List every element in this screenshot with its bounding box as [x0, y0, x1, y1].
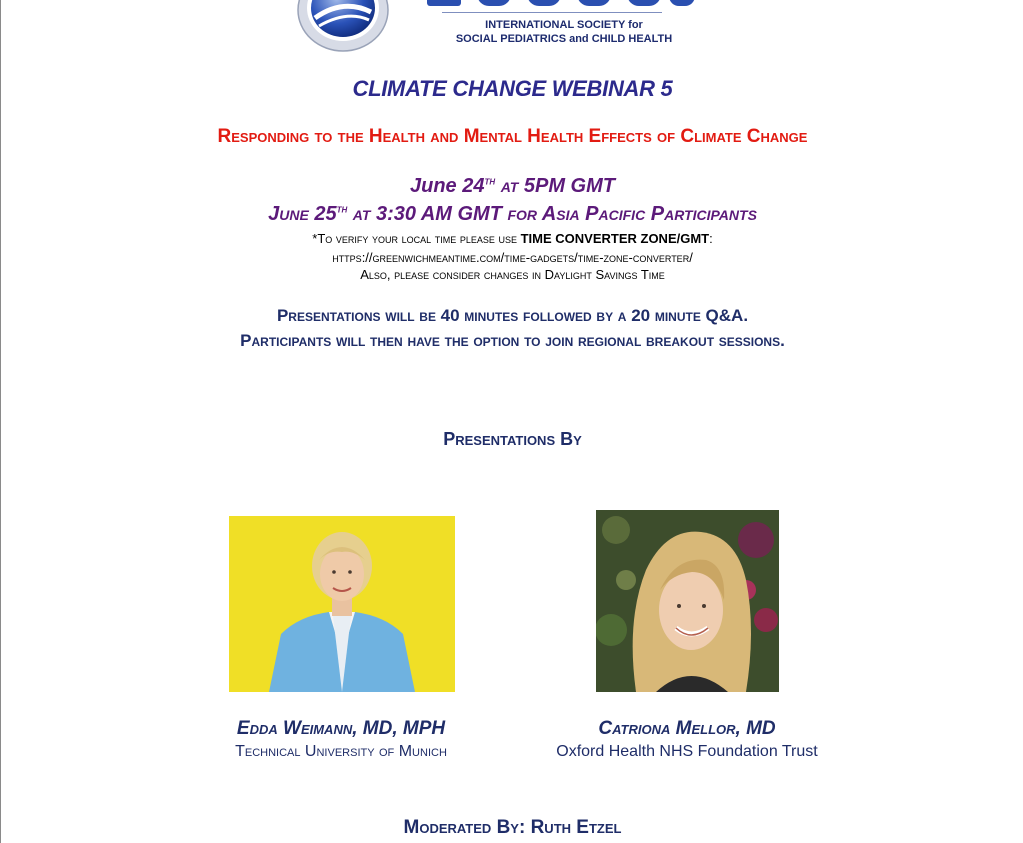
- date-1-time: at 5PM GMT: [495, 175, 615, 197]
- org-name-line-2: SOCIAL PEDIATRICS and CHILD HEALTH: [455, 33, 673, 45]
- speaker-1-photo: [229, 516, 455, 692]
- org-name-line-1: INTERNATIONAL SOCIETY for: [485, 19, 643, 31]
- date-2-time: at 3:30 AM GMT for Asia Pacific Participants: [347, 203, 757, 225]
- speaker-2-portrait-image: [596, 510, 779, 692]
- moderator-line: Moderated By: Ruth Etzel: [403, 817, 622, 838]
- date-2-day: June 25: [268, 203, 337, 225]
- speaker-2-name: Catriona Mellor, MD: [598, 718, 776, 739]
- speaker-1-affiliation: Technical University of Munich: [235, 743, 447, 760]
- date-line-primary: [1, 175, 1023, 198]
- isspch-wordmark-icon: [419, 0, 719, 10]
- speaker-1-portrait-image: [229, 516, 455, 692]
- speaker-2-photo: [596, 510, 779, 692]
- date-2-suffix: th: [336, 203, 348, 216]
- speaker-1-name: Edda Weimann, MD, MPH: [236, 718, 446, 739]
- logo-divider: [442, 12, 662, 13]
- format-note-line-1: Presentations will be 40 minutes followed by a 20 minute Q&A.: [276, 306, 749, 325]
- speaker-2-affiliation: Oxford Health NHS Foundation Trust: [556, 743, 818, 760]
- daylight-savings-note: Also, please consider changes in Daylight Savings Time: [360, 267, 665, 282]
- time-verify-note: [1, 231, 1023, 246]
- verify-suffix: :: [709, 231, 713, 246]
- date-1-suffix: th: [484, 175, 496, 188]
- date-1-day: June 24: [409, 175, 485, 197]
- globe-logo-icon: [297, 0, 389, 52]
- time-converter-link[interactable]: https://greenwichmeantime.com/time-gadgets/time-zone-converter/: [332, 250, 693, 265]
- time-converter-label: TIME CONVERTER ZONE/GMT: [520, 231, 710, 246]
- date-line-asia-pacific: [1, 203, 1023, 226]
- webinar-title: CLIMATE CHANGE WEBINAR 5: [352, 76, 673, 101]
- webinar-subtitle: Responding to the Health and Mental Health Effects of Climate Change: [217, 126, 808, 147]
- format-note-line-2: Participants will then have the option to join regional breakout sessions.: [240, 331, 785, 350]
- verify-prefix: *To verify your local time please use: [312, 231, 521, 246]
- presentations-heading: Presentations By: [443, 429, 582, 449]
